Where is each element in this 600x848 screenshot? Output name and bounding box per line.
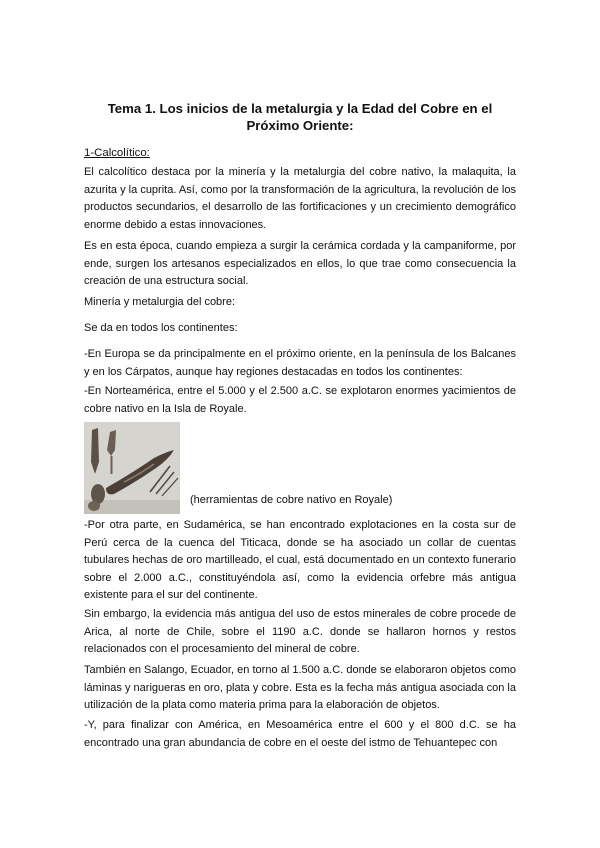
paragraph: -En Europa se da principalmente en el próximo oriente, en la península de los Balcanes y en los Cárpatos, aunque hay regiones destacadas en todos los continentes: <box>84 348 516 378</box>
copper-tools-photo <box>84 422 180 514</box>
section-heading: 1-Calcolítico: <box>84 147 150 159</box>
figure-caption: (herramientas de cobre nativo en Royale) <box>190 494 393 506</box>
paragraph: Se da en todos los continentes: <box>84 322 238 334</box>
paragraph: También en Salango, Ecuador, en torno al 1.500 a.C. donde se elaboraron objetos como láminas y narigueras en oro, plata y cobre. Esta es la fecha más antigua asociada con la utilización de la plata como materia prima para la elaboración de objetos. <box>84 664 516 712</box>
paragraph: -En Norteamérica, entre el 5.000 y el 2.500 a.C. se explotaron enormes yacimientos de cobre nativo en la Isla de Royale. <box>84 385 516 415</box>
paragraph: -Y, para finalizar con América, en Mesoamérica entre el 600 y el 800 d.C. se ha encontrado una gran abundancia de cobre en el oeste del istmo de Tehuantepec con <box>84 719 516 749</box>
paragraph: Minería y metalurgia del cobre: <box>84 296 236 308</box>
paragraph: Sin embargo, la evidencia más antigua del uso de estos minerales de cobre procede de Arica, al norte de Chile, sobre el 1190 a.C. donde se hallaron hornos y restos relacionados con el procesamiento del mineral de cobre. <box>84 608 516 656</box>
paragraph: -Por otra parte, en Sudamérica, se han encontrado explotaciones en la costa sur de Perú cerca de la cuenca del Titicaca, donde se ha asociado un collar de cuentas tubulares hechas de oro martilleado, el cual, está documentado en un contexto funerario sobre el 2.000 a.C., constituyéndola así, como la evidencia orfebre más antigua existente para el sur del continente. <box>84 519 516 602</box>
paragraph: Es en esta época, cuando empieza a surgir la cerámica cordada y la campaniforme, por ende, surgen los artesanos especializados en ellos, lo que trae como consecuencia la creación de una estructura social. <box>84 240 516 288</box>
document-title: Tema 1. Los inicios de la metalurgia y la Edad del Cobre en el Próximo Oriente: <box>107 101 493 133</box>
paragraph: El calcolítico destaca por la minería y la metalurgia del cobre nativo, la malaquita, la azurita y la cuprita. Así, como por la transformación de la agricultura, la revolución de los productos secundarios, el desarrollo de las fortificaciones y un crecimiento demográfico enorme debido a estas innovaciones. <box>84 166 516 231</box>
